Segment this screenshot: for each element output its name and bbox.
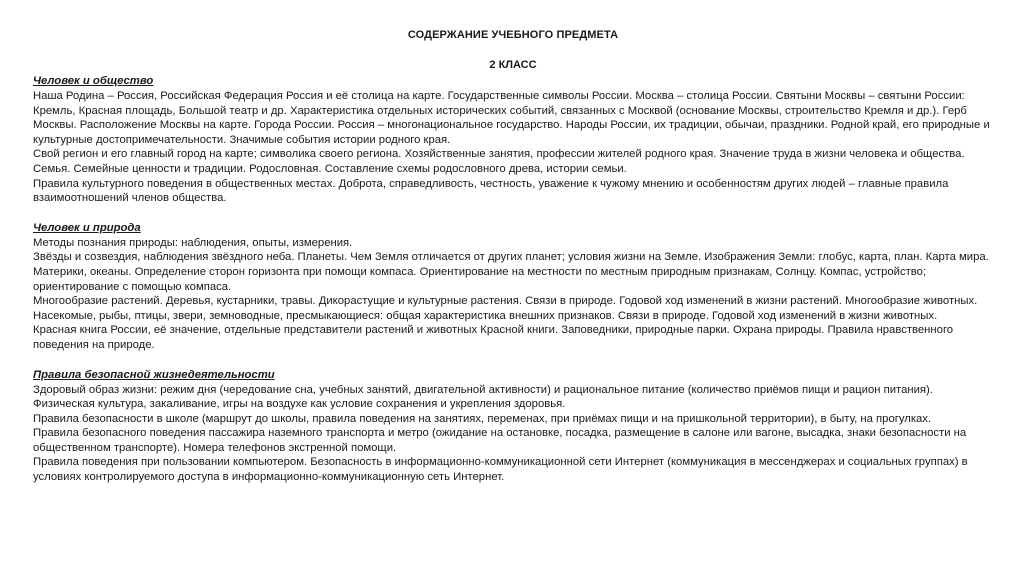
section-heading: Правила безопасной жизнедеятельности [33, 368, 275, 381]
paragraph: Методы познания природы: наблюдения, опыты, измерения. [33, 236, 353, 249]
section-spacer [33, 206, 993, 221]
paragraph: Правила безопасного поведения пассажира наземного транспорта и метро (ожидание на остановке, посадка, размещение в салоне или вагоне, высадка, знаки безопасности на общественном транспорте). Номера телефонов экстренной помощи. [33, 427, 967, 454]
paragraph: Свой регион и его главный город на карте; символика своего региона. Хозяйственные занятия, профессии жителей родного края. Значение труда в жизни человека и общества. [33, 148, 965, 161]
paragraph: Здоровый образ жизни: режим дня (чередование сна, учебных занятий, двигательной активности) и рациональное питание (количество приёмов пищи и рацион питания). Физическая культура, закаливание, игры на воздухе как условие сохранения и укрепления здоровья. [33, 383, 933, 411]
paragraph: Звёзды и созвездия, наблюдения звёздного неба. Планеты. Чем Земля отличается от других планет; условия жизни на Земле. Изображения Земли: глобус, карта, план. Карта мира. Материки, океаны. Определение сторон горизонта при помощи компаса. Ориентирование на местности по местным природным признакам, Солнцу. Компас, устройство; ориентирование с помощью компаса. [33, 251, 989, 293]
paragraph: Правила безопасности в школе (маршрут до школы, правила поведения на занятиях, переменах, при приёмах пищи и на пришкольной территории), в быту, на прогулках. [33, 412, 932, 425]
document-title: СОДЕРЖАНИЕ УЧЕБНОГО ПРЕДМЕТА [407, 29, 619, 41]
paragraph: Красная книга России, её значение, отдельные представители растений и животных Красной книги. Заповедники, природные парки. Охрана природы. Правила нравственного поведения на природе. [33, 324, 954, 351]
paragraph: Правила культурного поведения в общественных местах. Доброта, справедливость, честность, уважение к чужому мнению и особенностям других людей – главные правила взаимоотношений членов общества. [33, 177, 949, 205]
section-spacer [33, 353, 993, 368]
section-safety [33, 368, 993, 485]
section-heading: Человек и общество [33, 75, 154, 87]
paragraph: Семья. Семейные ценности и традиции. Родословная. Составление схемы родословного древа, истории семьи. [33, 162, 627, 175]
paragraph: Правила поведения при пользовании компьютером. Безопасность в информационно-коммуникационной сети Интернет (коммуникация в мессенджерах и социальных группах) в условиях контролируемого доступа в информационно-коммуникационную сеть Интернет. [33, 456, 968, 484]
paragraph: Наша Родина – Россия, Российская Федерация Россия и её столица на карте. Государственные символы России. Москва – столица России. Святыни Москвы – святыни России: Кремль, Красная площадь, Большой театр и др. Характеристика отдельных исторических событий, связанных с Москвой (основание Москвы, строительство Кремля и др.). Герб Москвы. Расположение Москвы на карте. Города России. Россия – многонациональное государство. Народы России, их традиции, обычаи, праздники. Родной край, его природные и культурные достопримечательности. Значимые события истории родного края. [33, 90, 990, 146]
section-society [33, 74, 993, 206]
section-nature [33, 221, 993, 353]
grade-heading: 2 КЛАСС [489, 59, 537, 71]
section-heading: Человек и природа [33, 221, 141, 234]
paragraph: Многообразие растений. Деревья, кустарники, травы. Дикорастущие и культурные растения. Связи в природе. Годовой ход изменений в жизни растений. Многообразие животных. Насекомые, рыбы, птицы, звери, земноводные, пресмыкающиеся: общая характеристика внешних признаков. Связи в природе. Годовой ход изменений в жизни животных. [33, 295, 978, 322]
document-page [33, 28, 993, 485]
